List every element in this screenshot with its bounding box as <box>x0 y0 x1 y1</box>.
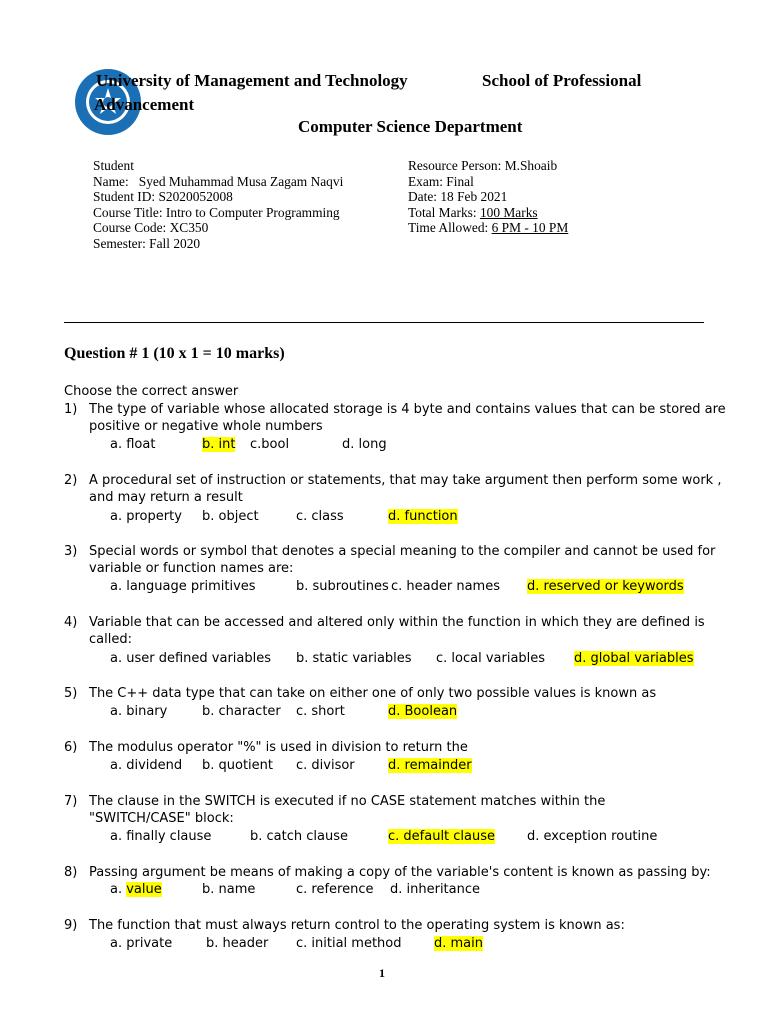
question-text: variable or function names are: <box>89 561 294 576</box>
option-c: c. class <box>296 509 344 524</box>
option-b: b. quotient <box>202 758 274 773</box>
option-b: b. subroutines <box>296 579 389 594</box>
question-text: The clause in the SWITCH is executed if no CASE statement matches within the <box>89 794 606 809</box>
question-text: A procedural set of instruction or statements, that may take argument then perform some work , <box>89 473 722 488</box>
question-number: 2) <box>64 473 78 488</box>
question-text: Variable that can be accessed and altered only within the function in which they are defined is <box>89 615 705 630</box>
option-d-correct: d. Boolean <box>388 704 458 719</box>
question-number: 1) <box>64 402 78 417</box>
option-c: c. header names <box>391 579 500 594</box>
question-number: 3) <box>64 544 78 559</box>
option-d-correct: d. remainder <box>388 758 472 773</box>
resource-person: Resource Person: M.Shoaib <box>408 158 558 173</box>
option-d-correct: d. function <box>388 509 458 524</box>
question-number: 4) <box>64 615 78 630</box>
school-title-continued: Advancement <box>94 95 195 114</box>
exam-date: Date: 18 Feb 2021 <box>408 189 508 205</box>
question-text: The type of variable whose allocated storage is 4 byte and contains values that can be stored are <box>89 402 726 417</box>
question-text: and may return a result <box>89 490 243 505</box>
option-b-correct: b. int <box>202 437 236 452</box>
time-allowed-label: Time Allowed: <box>408 220 492 236</box>
department-title: Computer Science Department <box>298 117 523 136</box>
time-allowed <box>408 220 568 236</box>
option-a: a. dividend <box>110 758 183 773</box>
option-a: a. language primitives <box>110 579 256 594</box>
option-d-correct: d. main <box>434 936 483 951</box>
option-c: c. initial method <box>296 936 402 951</box>
question-text: positive or negative whole numbers <box>89 419 323 434</box>
question-text: Special words or symbol that denotes a special meaning to the compiler and cannot be used for <box>89 544 716 559</box>
option-b: b. static variables <box>296 651 412 666</box>
total-marks <box>408 205 568 221</box>
option-c: c. local variables <box>436 651 546 666</box>
option-c: c. short <box>296 704 345 719</box>
name-value: Syed Muhammad Musa Zagam Naqvi <box>138 173 344 189</box>
option-b: b. name <box>202 882 256 897</box>
option-c-correct: c. default clause <box>388 829 496 844</box>
question-number: 5) <box>64 686 78 701</box>
course-title: Course Title: Intro to Computer Programming <box>93 204 340 220</box>
question-number: 7) <box>64 794 78 809</box>
option-b: b. character <box>202 704 281 719</box>
question-number: 6) <box>64 740 78 755</box>
option-a-answer: value <box>126 882 162 897</box>
option-a: a. float <box>110 437 156 452</box>
course-code: Course Code: XC350 <box>93 220 209 236</box>
option-b: b. catch clause <box>250 829 348 844</box>
name-label: Name: <box>93 173 129 189</box>
option-a: a. private <box>110 936 173 951</box>
total-marks-label: Total Marks: <box>408 204 480 220</box>
option-a-correct <box>110 882 162 897</box>
question-text: "SWITCH/CASE" block: <box>89 811 234 826</box>
option-a-prefix: a. <box>110 882 127 897</box>
option-d: d. inheritance <box>390 882 481 897</box>
university-title: University of Management and Technology <box>96 71 408 90</box>
option-c: c.bool <box>250 437 290 452</box>
option-a: a. finally clause <box>110 829 212 844</box>
option-c: c. divisor <box>296 758 355 773</box>
option-d: d. exception routine <box>527 829 658 844</box>
option-b: b. object <box>202 509 259 524</box>
option-b: b. header <box>206 936 269 951</box>
option-a: a. property <box>110 509 182 524</box>
total-marks-value: 100 Marks <box>479 204 538 220</box>
divider-line <box>64 322 704 323</box>
question-heading: Question # 1 (10 x 1 = 10 marks) <box>64 345 285 362</box>
option-d-correct: d. reserved or keywords <box>527 579 684 594</box>
option-d-correct: d. global variables <box>574 651 694 666</box>
question-number: 9) <box>64 918 78 933</box>
instruction-text: Choose the correct answer <box>64 384 239 399</box>
student-label: Student <box>93 158 134 173</box>
question-text: The C++ data type that can take on either one of only two possible values is known as <box>89 686 657 701</box>
option-c: c. reference <box>296 882 374 897</box>
time-allowed-value: 6 PM - 10 PM <box>491 220 569 236</box>
question-text: called: <box>89 632 132 647</box>
student-name <box>93 174 343 190</box>
exam-info-block <box>408 158 568 236</box>
page-number: 1 <box>379 966 385 980</box>
question-text: Passing argument be means of making a copy of the variable's content is known as passing by: <box>89 865 711 880</box>
question-text: The modulus operator "%" is used in division to return the <box>89 740 468 755</box>
question-text: The function that must always return control to the operating system is known as: <box>89 918 625 933</box>
option-d: d. long <box>342 437 387 452</box>
option-a: a. user defined variables <box>110 651 271 666</box>
school-title: School of Professional <box>482 71 642 90</box>
question-number: 8) <box>64 865 78 880</box>
option-a: a. binary <box>110 704 168 719</box>
student-id: Student ID: S2020052008 <box>93 189 233 205</box>
semester: Semester: Fall 2020 <box>93 235 201 251</box>
student-info-block <box>93 158 343 252</box>
exam-type: Exam: Final <box>408 173 474 189</box>
